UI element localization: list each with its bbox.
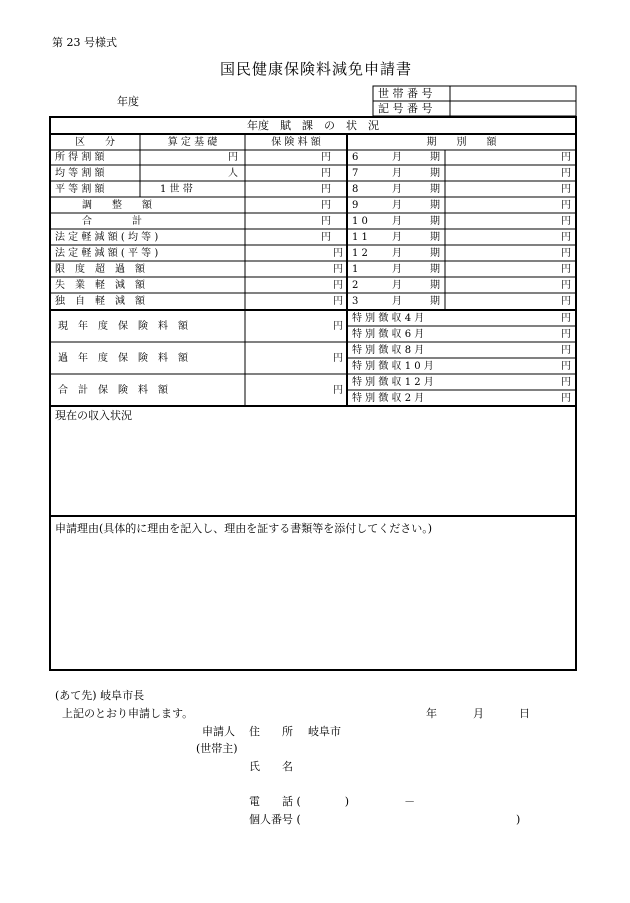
period-month: 1 0 bbox=[352, 216, 368, 227]
special-collection-label: 特 別 徴 収 4 月 bbox=[352, 313, 425, 324]
page-title: 国民健康保険料減免申請書 bbox=[220, 60, 413, 78]
period-unit: 月 bbox=[392, 232, 402, 243]
period-month: 9 bbox=[352, 200, 359, 211]
address-label: 住 所 bbox=[249, 725, 293, 738]
period-yen: 円 bbox=[561, 296, 571, 307]
symbol-number-label: 記 号 番 号 bbox=[378, 102, 433, 115]
special-collection-yen: 円 bbox=[561, 329, 571, 340]
col-header-installment: 期 別 額 bbox=[426, 137, 497, 148]
statement: 上記のとおり申請します。 bbox=[62, 707, 194, 720]
date-year-label: 年 bbox=[426, 707, 437, 720]
row-label-per-capita: 均 等 割 額 bbox=[55, 168, 105, 179]
period-yen: 円 bbox=[561, 280, 571, 291]
row-label-unemployment-reduction: 失 業 軽 減 額 bbox=[55, 280, 145, 291]
col-header-basis: 算 定 基 礎 bbox=[167, 137, 218, 148]
period-month: 1 1 bbox=[352, 232, 368, 243]
period-kind: 期 bbox=[430, 264, 440, 275]
premium-unit-income: 円 bbox=[321, 152, 331, 163]
special-collection-yen: 円 bbox=[561, 361, 571, 372]
addressee: (あて先) 岐阜市長 bbox=[55, 689, 145, 702]
premium-unit-local-reduction: 円 bbox=[333, 296, 343, 307]
period-kind: 期 bbox=[430, 168, 440, 179]
col-header-category: 区 分 bbox=[75, 137, 115, 148]
period-kind: 期 bbox=[430, 152, 440, 163]
row-label-statutory-reduction-flat: 法 定 軽 減 額 ( 平 等 ) bbox=[55, 248, 159, 259]
personal-number-close: ) bbox=[516, 813, 521, 826]
period-unit: 月 bbox=[392, 216, 402, 227]
period-yen: 円 bbox=[561, 216, 571, 227]
period-yen: 円 bbox=[561, 168, 571, 179]
period-kind: 期 bbox=[430, 280, 440, 291]
income-status-label: 現在の収入状況 bbox=[55, 409, 132, 422]
reason-label: 申請理由(具体的に理由を記入し、理由を証する書類等を添付してください。) bbox=[55, 522, 433, 535]
household-number-field[interactable] bbox=[451, 87, 575, 100]
period-kind: 期 bbox=[430, 296, 440, 307]
period-unit: 月 bbox=[392, 280, 402, 291]
period-kind: 期 bbox=[430, 184, 440, 195]
row-label-limit-excess: 限 度 超 過 額 bbox=[55, 264, 145, 275]
reason-field[interactable] bbox=[52, 538, 574, 668]
symbol-number-field[interactable] bbox=[451, 102, 575, 115]
premium-unit-per-capita: 円 bbox=[321, 168, 331, 179]
row-label-per-household: 平 等 割 額 bbox=[55, 184, 105, 195]
address-value: 岐阜市 bbox=[308, 725, 341, 738]
name-label: 氏 名 bbox=[249, 760, 293, 773]
special-collection-label: 特 別 徴 収 1 0 月 bbox=[352, 361, 434, 372]
basis-unit-per-capita: 人 bbox=[228, 168, 238, 179]
period-yen: 円 bbox=[561, 152, 571, 163]
form-number: 第 23 号様式 bbox=[52, 36, 117, 49]
income-status-field[interactable] bbox=[52, 424, 574, 514]
period-yen: 円 bbox=[561, 232, 571, 243]
summary-label-current-year: 現 年 度 保 険 料 額 bbox=[58, 321, 188, 332]
row-label-income: 所 得 割 額 bbox=[55, 152, 105, 163]
period-month: 1 bbox=[352, 264, 359, 275]
row-label-local-reduction: 独 自 軽 減 額 bbox=[55, 296, 145, 307]
summary-label-total: 合 計 保 険 料 額 bbox=[58, 385, 168, 396]
period-yen: 円 bbox=[561, 264, 571, 275]
special-collection-label: 特 別 徴 収 2 月 bbox=[352, 393, 425, 404]
phone-label: 電 話 ( ) － bbox=[249, 795, 416, 808]
premium-unit-unemployment-reduction: 円 bbox=[333, 280, 343, 291]
period-unit: 月 bbox=[392, 200, 402, 211]
premium-unit-per-household: 円 bbox=[321, 184, 331, 195]
special-collection-yen: 円 bbox=[561, 345, 571, 356]
row-label-total: 合 計 bbox=[82, 216, 142, 227]
special-collection-yen: 円 bbox=[561, 377, 571, 388]
premium-unit-total: 円 bbox=[321, 216, 331, 227]
special-collection-label: 特 別 徴 収 8 月 bbox=[352, 345, 425, 356]
household-number-label: 世 帯 番 号 bbox=[378, 87, 433, 100]
special-collection-label: 特 別 徴 収 6 月 bbox=[352, 329, 425, 340]
col-header-premium: 保 険 料 額 bbox=[271, 137, 321, 148]
period-month: 3 bbox=[352, 296, 359, 307]
period-month: 2 bbox=[352, 280, 359, 291]
summary-unit-past-year: 円 bbox=[333, 353, 343, 364]
period-month: 8 bbox=[352, 184, 359, 195]
summary-label-past-year: 過 年 度 保 険 料 額 bbox=[58, 353, 188, 364]
summary-unit-current-year: 円 bbox=[333, 321, 343, 332]
period-yen: 円 bbox=[561, 184, 571, 195]
premium-unit-statutory-reduction-equal: 円 bbox=[321, 232, 331, 243]
date-month-label: 月 bbox=[473, 707, 484, 720]
period-kind: 期 bbox=[430, 216, 440, 227]
assessment-header: 年度 賦 課 の 状 況 bbox=[247, 119, 379, 132]
special-collection-yen: 円 bbox=[561, 313, 571, 324]
period-unit: 月 bbox=[392, 248, 402, 259]
premium-unit-limit-excess: 円 bbox=[333, 264, 343, 275]
period-kind: 期 bbox=[430, 232, 440, 243]
period-unit: 月 bbox=[392, 168, 402, 179]
period-unit: 月 bbox=[392, 264, 402, 275]
special-collection-yen: 円 bbox=[561, 393, 571, 404]
row-label-adjustment: 調 整 額 bbox=[82, 200, 152, 211]
period-kind: 期 bbox=[430, 248, 440, 259]
period-month: 7 bbox=[352, 168, 359, 179]
period-yen: 円 bbox=[561, 200, 571, 211]
fiscal-year-label: 年度 bbox=[117, 95, 139, 108]
premium-unit-adjustment: 円 bbox=[321, 200, 331, 211]
row-label-statutory-reduction-equal: 法 定 軽 減 額 ( 均 等 ) bbox=[55, 232, 159, 243]
period-kind: 期 bbox=[430, 200, 440, 211]
special-collection-label: 特 別 徴 収 1 2 月 bbox=[352, 377, 434, 388]
period-unit: 月 bbox=[392, 152, 402, 163]
basis-unit-income: 円 bbox=[228, 152, 238, 163]
period-month: 6 bbox=[352, 152, 359, 163]
period-month: 1 2 bbox=[352, 248, 368, 259]
basis-value-per-household: 1 世 帯 bbox=[160, 184, 193, 195]
period-yen: 円 bbox=[561, 248, 571, 259]
period-unit: 月 bbox=[392, 184, 402, 195]
premium-unit-statutory-reduction-flat: 円 bbox=[333, 248, 343, 259]
summary-unit-total: 円 bbox=[333, 385, 343, 396]
head-of-household-label: (世帯主) bbox=[196, 742, 238, 755]
period-unit: 月 bbox=[392, 296, 402, 307]
personal-number-label: 個人番号 ( bbox=[249, 813, 301, 826]
applicant-label: 申請人 bbox=[202, 725, 235, 738]
date-day-label: 日 bbox=[519, 707, 530, 720]
